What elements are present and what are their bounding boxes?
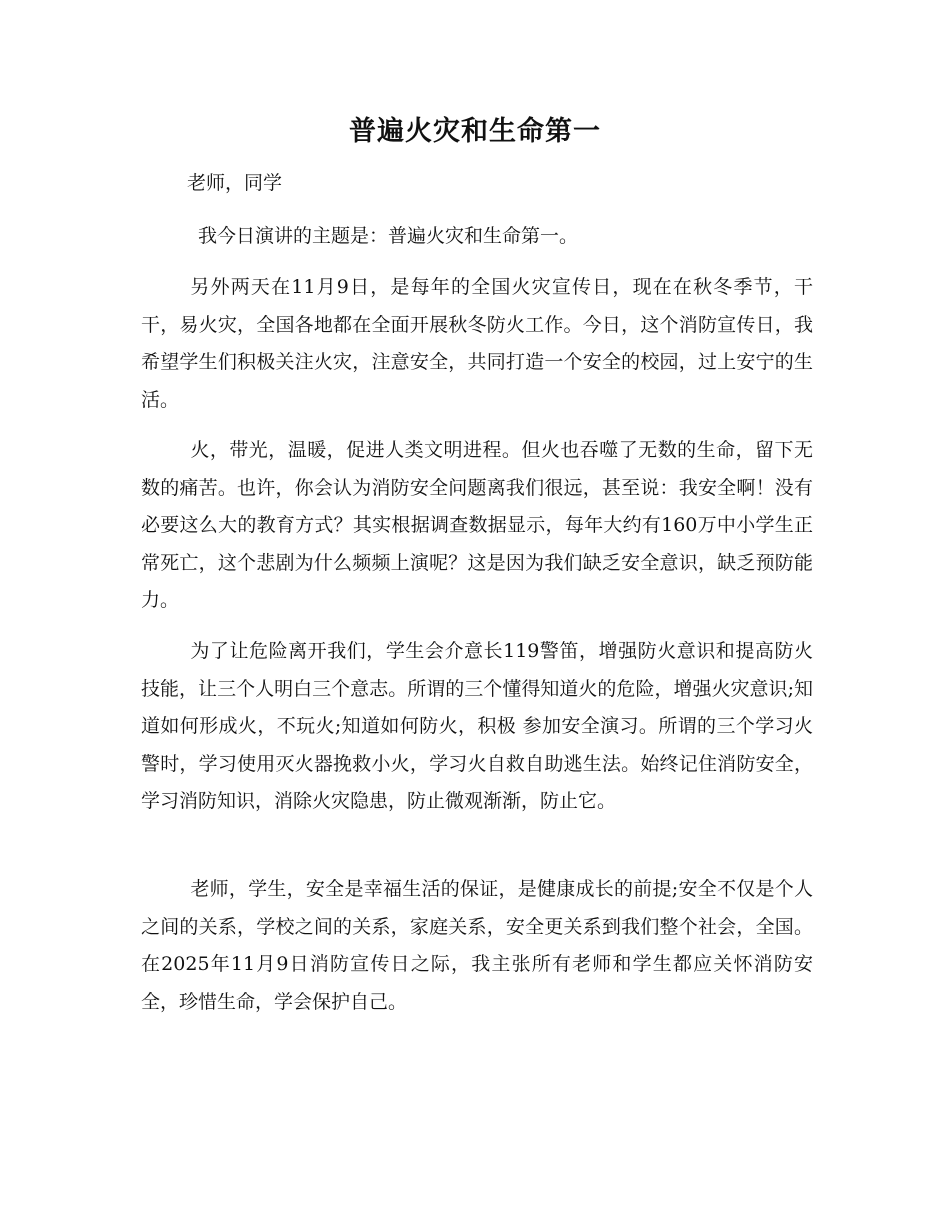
paragraph-fire-day: 另外两天在11月9日，是每年的全国火灾宣传日，现在在秋冬季节，干干，易火灾，全国各地都在全面开展秋冬防火工作。今日，这个消防宣传日，我希望学生们积极关注火灾，注意安全，共同打造一个安全的校园，过上安宁的生活。: [141, 276, 813, 411]
paragraph-intro: 我今日演讲的主题是：普遍火灾和生命第一。: [198, 225, 579, 247]
salutation: 老师，同学: [187, 172, 283, 194]
paragraph-conclusion: 老师，学生，安全是幸福生活的保证，是健康成长的前提;安全不仅是个人之间的关系，学校之间的关系，家庭关系，安全更关系到我们整个社会，全国。在2025年11月9日消防宣传日之际，我主张所有老师和学生都应关怀消防安全，珍惜生命，学会保护自己。: [141, 878, 813, 1013]
paragraph-three-knowings: 为了让危险离开我们，学生会介意长119警笛，增强防火意识和提高防火技能，让三个人明白三个意志。所谓的三个懂得知道火的危险，增强火灾意识;知道如何形成火，不玩火;知道如何防火，积极 参加安全演习。所谓的三个学习火警时，学习使用灭火器挽救小火，学习火自救自助逃生法。始终记住消防安全，学习消防知识，消除火灾隐患，防止微观渐渐，防止它。: [141, 640, 813, 812]
paragraph-fire-dangers: 火，带光，温暖，促进人类文明进程。但火也吞噬了无数的生命，留下无数的痛苦。也许，你会认为消防安全问题离我们很远，甚至说：我安全啊！没有必要这么大的教育方式？其实根据调查数据显示，每年大约有160万中小学生正常死亡，这个悲剧为什么频频上演呢？这是因为我们缺乏安全意识，缺乏预防能力。: [141, 439, 813, 611]
document-title: 普遍火灾和生命第一: [349, 116, 601, 147]
